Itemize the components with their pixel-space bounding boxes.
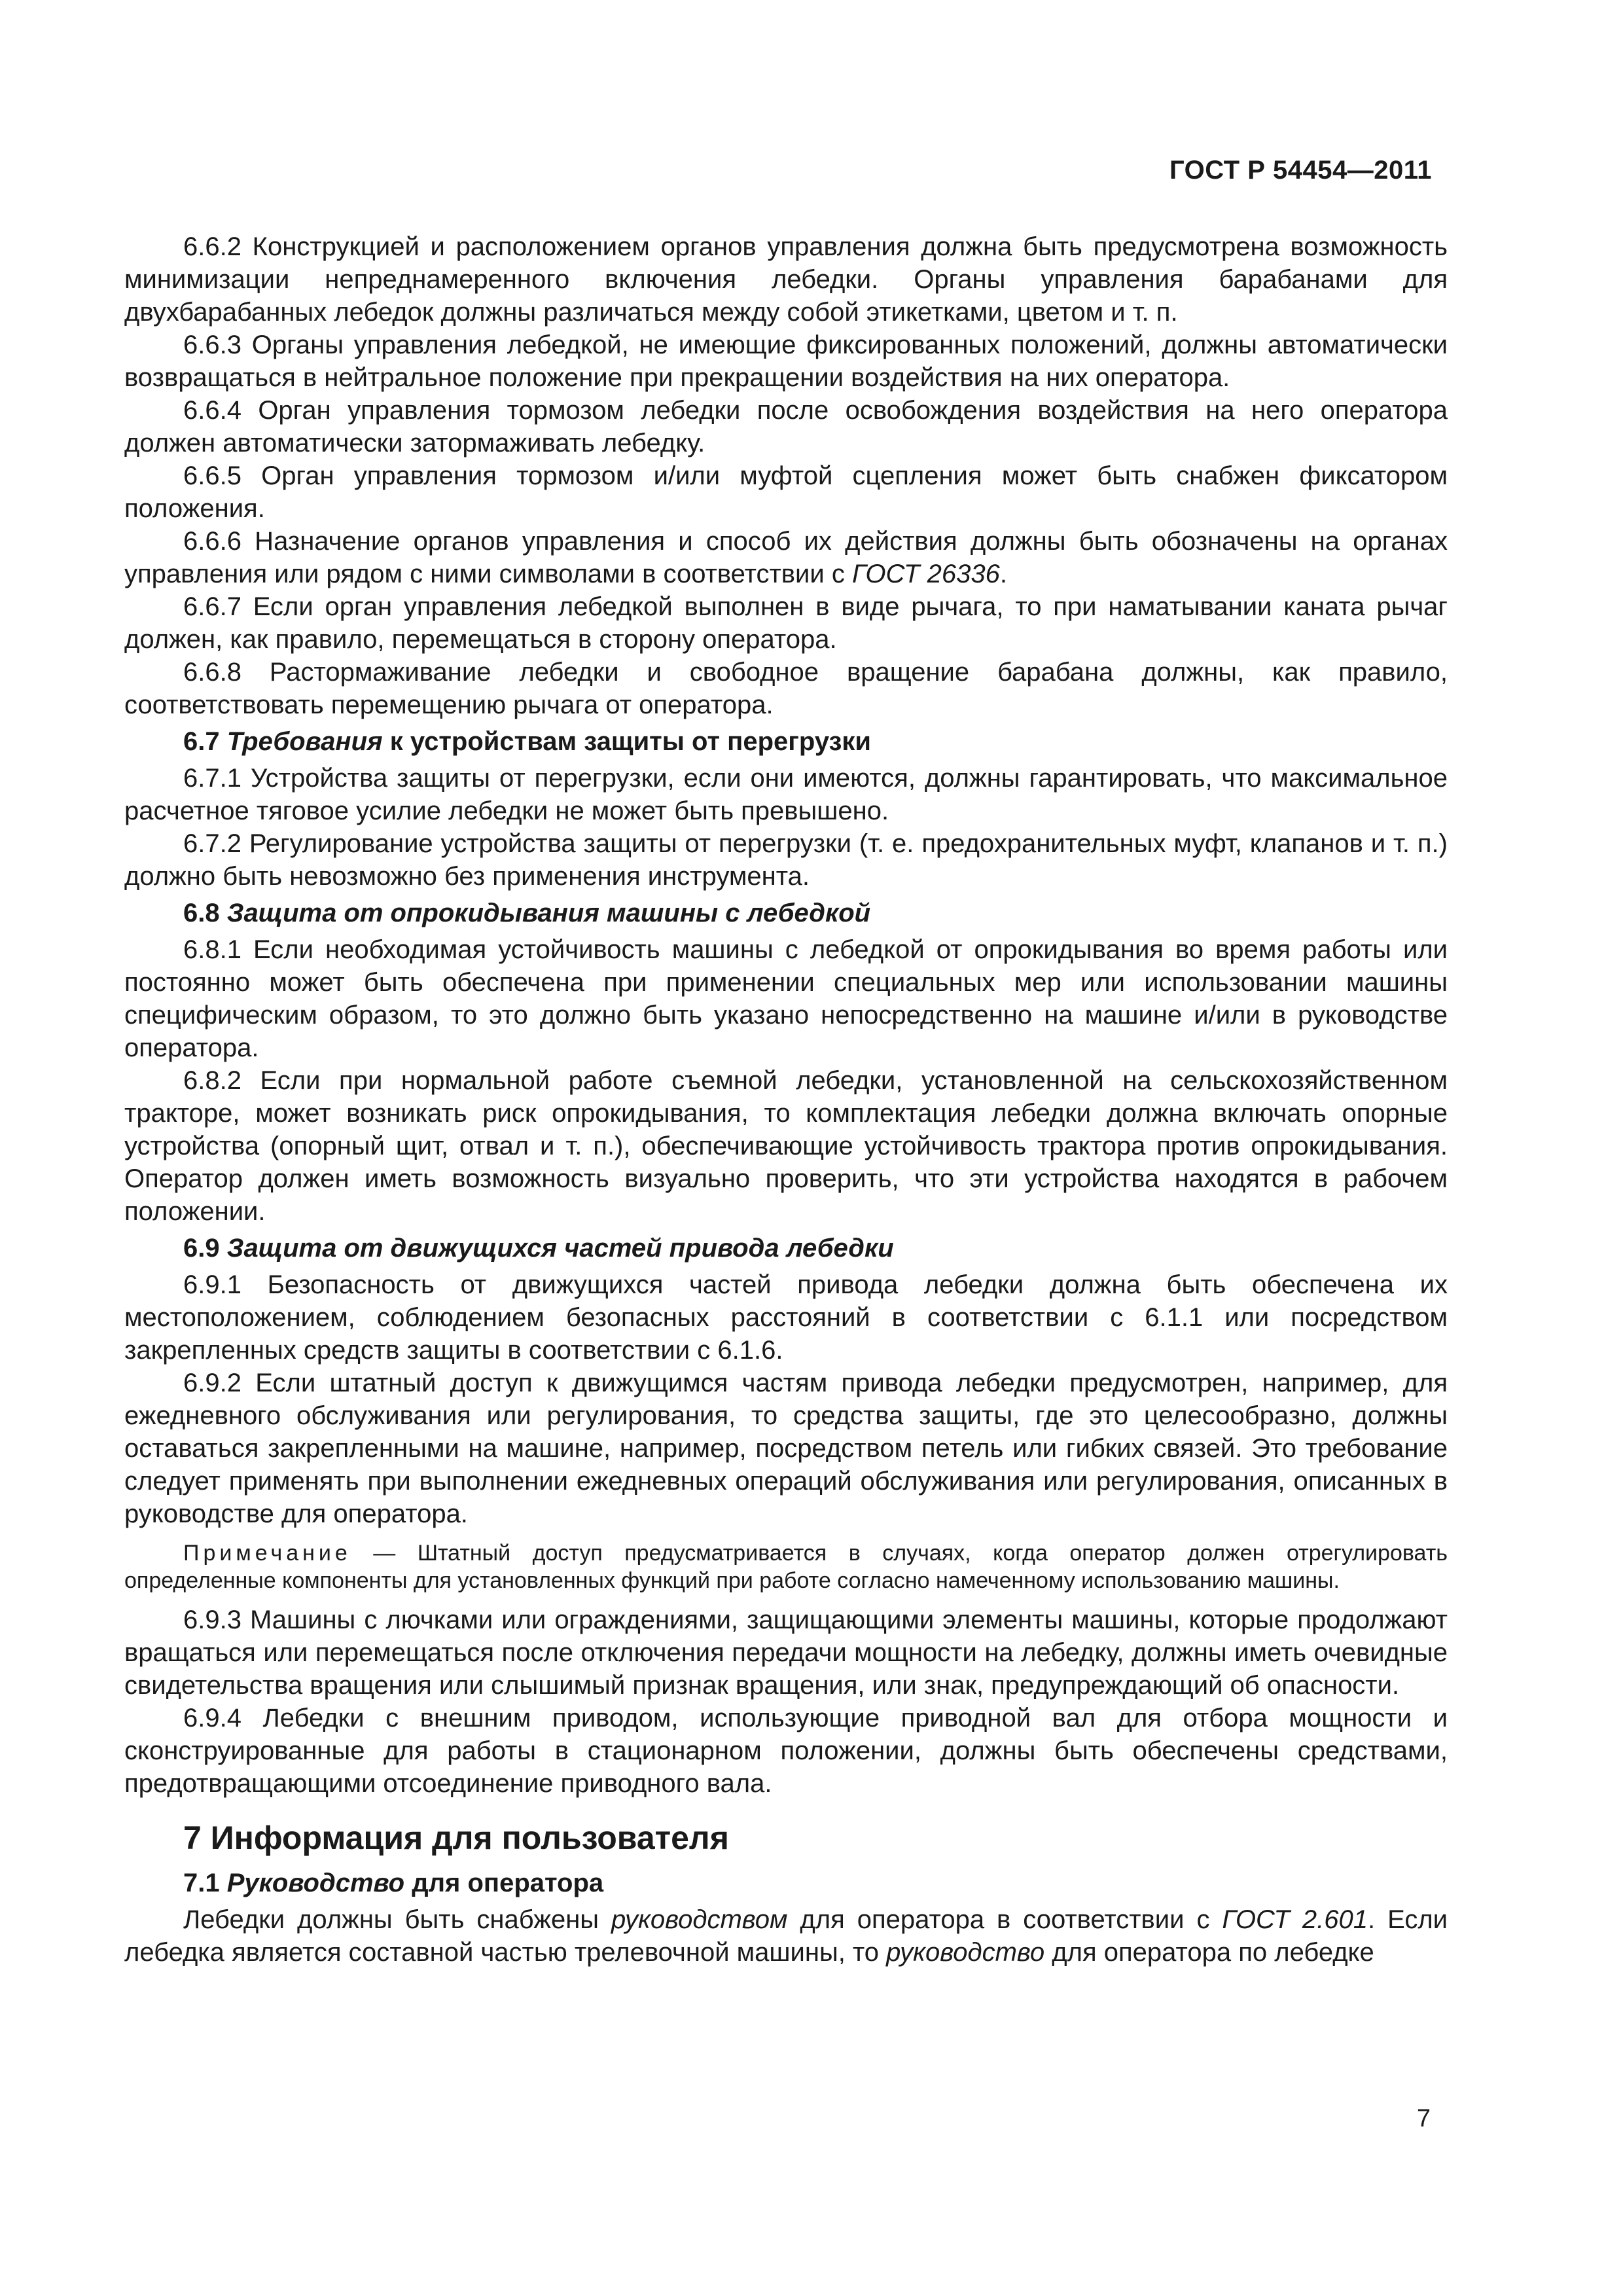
standard-reference: ГОСТ 26336 xyxy=(851,560,1000,588)
paragraph-6-6-5: 6.6.5 Орган управления тормозом и/или муфтой сцепления может быть снабжен фиксатором положения. xyxy=(124,461,1448,523)
paragraph-6-8-1: 6.8.1 Если необходимая устойчивость машины с лебедкой от опрокидывания во время работы или постоянно может быть обеспечена при применении специальных мер или использовании машины специфическим образом, то это должно быть указано непосредственно на машине и/или в руководстве оператора. xyxy=(124,935,1448,1062)
paragraph-6-6-6-end: . xyxy=(999,560,1007,588)
section-heading-6-9 xyxy=(124,1232,1448,1265)
paragraph-6-7-2: 6.7.2 Регулирование устройства защиты от перегрузки (т. е. предохранительных муфт, клапанов и т. п.) должно быть невозможно без применения инструмента. xyxy=(124,829,1448,891)
standard-reference: ГОСТ 2.601 xyxy=(1222,1905,1368,1934)
text-run: Лебедки должны быть снабжены xyxy=(183,1905,612,1934)
section-title-rest: к устройствам защиты от перегрузки xyxy=(382,727,872,756)
section-heading-6-8 xyxy=(124,897,1448,929)
paragraph-6-6-6 xyxy=(124,525,1448,590)
section-heading-7: 7 Информация для пользователя xyxy=(183,1820,729,1856)
section-title-italic: Руководство xyxy=(226,1869,405,1897)
paragraph-6-6-8: 6.6.8 Растормаживание лебедки и свободное вращение барабана должны, как правило, соответствовать перемещению рычага от оператора. xyxy=(124,658,1448,719)
paragraph-6-8-2: 6.8.2 Если при нормальной работе съемной лебедки, установленной на сельскохозяйственном тракторе, может возникать риск опрокидывания, то комплектация лебедки должна включать опорные устройства (опорный щит, отвал и т. п.), обеспечивающие устойчивость трактора против опрокидывания. Оператор должен иметь возможность визуально проверить, что эти устройства находятся в рабочем положении. xyxy=(124,1066,1448,1226)
paragraph-6-9-3: 6.9.3 Машины с лючками или ограждениями, защищающими элементы машины, которые продолжают вращаться или перемещаться после отключения передачи мощности на лебедку, должны иметь очевидные свидетельства вращения или слышимый признак вращения, или знак, предупреждающий об опасности. xyxy=(124,1605,1448,1700)
paragraph-7-1 xyxy=(124,1903,1448,1969)
section-number: 6.8 xyxy=(183,899,220,927)
italic-term: руководство xyxy=(886,1938,1045,1967)
note-label: Примечание xyxy=(183,1541,351,1566)
section-title-italic: Защита от движущихся частей привода лебедки xyxy=(226,1234,894,1263)
text-run: для оператора по лебедке xyxy=(1044,1938,1374,1967)
section-title-rest: для оператора xyxy=(404,1869,604,1897)
section-heading-6-7 xyxy=(124,725,1448,758)
section-number: 6.7 xyxy=(183,727,220,756)
section-number: 6.9 xyxy=(183,1234,220,1263)
paragraph-6-6-4: 6.6.4 Орган управления тормозом лебедки после освобождения воздействия на него оператора должен автоматически затормаживать лебедку. xyxy=(124,396,1448,457)
section-title-italic: Защита от опрокидывания машины с лебедкой xyxy=(226,899,871,927)
document-header: ГОСТ Р 54454—2011 xyxy=(1169,156,1432,185)
paragraph-6-6-6-text: 6.6.6 Назначение органов управления и способ их действия должны быть обозначены на органах управления или рядом с ними символами в соответствии с xyxy=(124,527,1448,588)
paragraph-6-7-1: 6.7.1 Устройства защиты от перегрузки, если они имеются, должны гарантировать, что максимальное расчетное тяговое усилие лебедки не может быть превышено. xyxy=(124,764,1448,825)
paragraph-6-6-7: 6.6.7 Если орган управления лебедкой выполнен в виде рычага, то при наматывании каната рычаг должен, как правило, перемещаться в сторону оператора. xyxy=(124,592,1448,654)
paragraph-6-6-2: 6.6.2 Конструкцией и расположением органов управления должна быть предусмотрена возможность минимизации непреднамеренного включения лебедки. Органы управления барабанами для двухбарабанных лебедок должны различаться между собой этикетками, цветом и т. п. xyxy=(124,232,1448,327)
section-number: 7.1 xyxy=(183,1869,220,1897)
page-body xyxy=(124,230,1448,1969)
text-run: . Если лебедка является составной частью трелевочной машины, то xyxy=(124,1905,1448,1967)
note xyxy=(124,1539,1448,1594)
paragraph-6-6-3: 6.6.3 Органы управления лебедкой, не имеющие фиксированных положений, должны автоматически возвращаться в нейтральное положение при прекращении воздействия на них оператора. xyxy=(124,331,1448,392)
section-title-italic: Требования xyxy=(226,727,383,756)
section-heading-7-1 xyxy=(124,1867,1448,1899)
italic-term: руководством xyxy=(611,1905,788,1934)
paragraph-6-9-4: 6.9.4 Лебедки с внешним приводом, использующие приводной вал для отбора мощности и сконструированные для работы в стационарном положении, должны быть обеспечены средствами, предотвращающими отсоединение приводного вала. xyxy=(124,1704,1448,1798)
page-number: 7 xyxy=(1416,2105,1431,2132)
text-run: для оператора в соответствии с xyxy=(787,1905,1222,1934)
paragraph-6-9-2: 6.9.2 Если штатный доступ к движущимся частям привода лебедки предусмотрен, например, для ежедневного обслуживания или регулирования, то средства защиты, где это целесообразно, должны оставаться закрепленными на машине, например, посредством петель или гибких связей. Это требование следует применять при выполнении ежедневных операций обслуживания или регулирования, описанных в руководстве для оператора. xyxy=(124,1369,1448,1528)
paragraph-6-9-1: 6.9.1 Безопасность от движущихся частей привода лебедки должна быть обеспечена их местоположением, соблюдением безопасных расстояний в соответствии с 6.1.1 или посредством закрепленных средств защиты в соответствии с 6.1.6. xyxy=(124,1270,1448,1365)
note-text: — Штатный доступ предусматривается в случаях, когда оператор должен отрегулировать определенные компоненты для установленных функций при работе согласно намеченному использованию машины. xyxy=(124,1541,1448,1593)
